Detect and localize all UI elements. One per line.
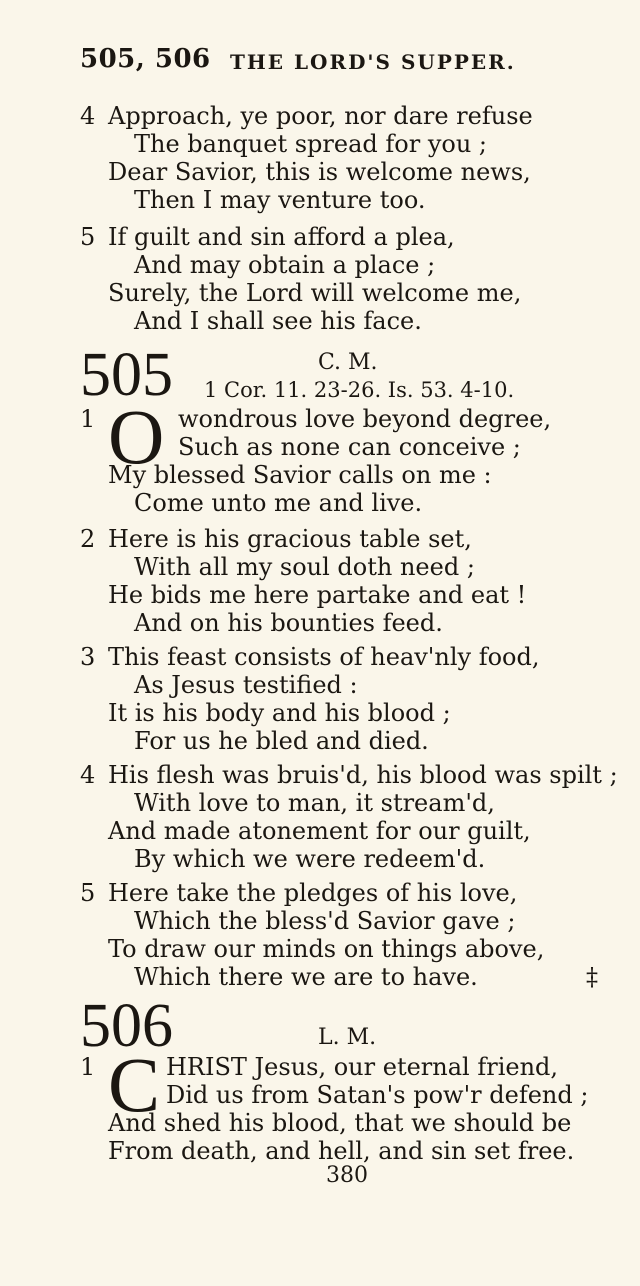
verse-line: My blessed Savior calls on me :: [108, 461, 492, 489]
verse-number: 1: [80, 405, 96, 433]
verse-line: Surely, the Lord will welcome me,: [108, 279, 522, 307]
verse-line: With all my soul doth need ;: [134, 553, 475, 581]
verse-line: And I shall see his face.: [134, 307, 422, 335]
verse-line: As Jesus testified :: [134, 671, 358, 699]
verse-line: And on his bounties feed.: [134, 609, 443, 637]
verse-number: 4: [80, 102, 96, 130]
verse-number: 5: [80, 879, 96, 907]
verse-line: Here take the pledges of his love,: [108, 879, 518, 907]
verse-line: This feast consists of heav'nly food,: [108, 643, 540, 671]
hymn-meter: L. M.: [318, 1025, 377, 1050]
header-title: THE LORD'S SUPPER.: [230, 50, 516, 74]
verse-number: 1: [80, 1053, 96, 1081]
verse-line: Which the bless'd Savior gave ;: [134, 907, 516, 935]
verse-line: Did us from Satan's pow'r defend ;: [166, 1081, 589, 1109]
verse-number: 4: [80, 761, 96, 789]
hymn-number: 505: [80, 341, 173, 409]
verse-line: To draw our minds on things above,: [108, 935, 545, 963]
verse-line: Here is his gracious table set,: [108, 525, 472, 553]
verse-line: If guilt and sin afford a plea,: [108, 223, 455, 251]
verse-line: His flesh was bruis'd, his blood was spilt ;: [108, 761, 618, 789]
verse-line: It is his body and his blood ;: [108, 699, 451, 727]
verse-line: Which there we are to have.: [134, 963, 478, 991]
verse-line: And shed his blood, that we should be: [108, 1109, 572, 1137]
continuation-mark: ‡: [586, 963, 598, 991]
verse-line: HRIST Jesus, our eternal friend,: [166, 1053, 559, 1081]
verse-line: The banquet spread for you ;: [134, 130, 487, 158]
verse-line: From death, and hell, and sin set free.: [108, 1137, 575, 1165]
page-number: 380: [326, 1163, 368, 1188]
verse-line: And made atonement for our guilt,: [108, 817, 531, 845]
verse-line: Such as none can conceive ;: [178, 433, 521, 461]
drop-cap: C: [108, 1041, 161, 1128]
verse-line: wondrous love beyond degree,: [178, 405, 552, 433]
verse-line: By which we were redeem'd.: [134, 845, 486, 873]
verse-number: 5: [80, 223, 96, 251]
hymn-number: 506: [80, 992, 173, 1060]
scripture-reference: 1 Cor. 11. 23-26. Is. 53. 4-10.: [204, 378, 515, 402]
verse-line: Then I may venture too.: [134, 186, 426, 214]
verse-line: With love to man, it stream'd,: [134, 789, 495, 817]
verse-line: For us he bled and died.: [134, 727, 429, 755]
verse-number: 2: [80, 525, 96, 553]
verse-line: He bids me here partake and eat !: [108, 581, 527, 609]
verse-line: And may obtain a place ;: [134, 251, 436, 279]
verse-number: 3: [80, 643, 96, 671]
verse-line: Come unto me and live.: [134, 489, 423, 517]
hymn-meter: C. M.: [318, 350, 378, 375]
verse-line: Dear Savior, this is welcome news,: [108, 158, 531, 186]
verse-line: Approach, ye poor, nor dare refuse: [108, 102, 533, 130]
header-hymn-numbers: 505, 506: [80, 44, 211, 74]
drop-cap: O: [108, 393, 165, 480]
